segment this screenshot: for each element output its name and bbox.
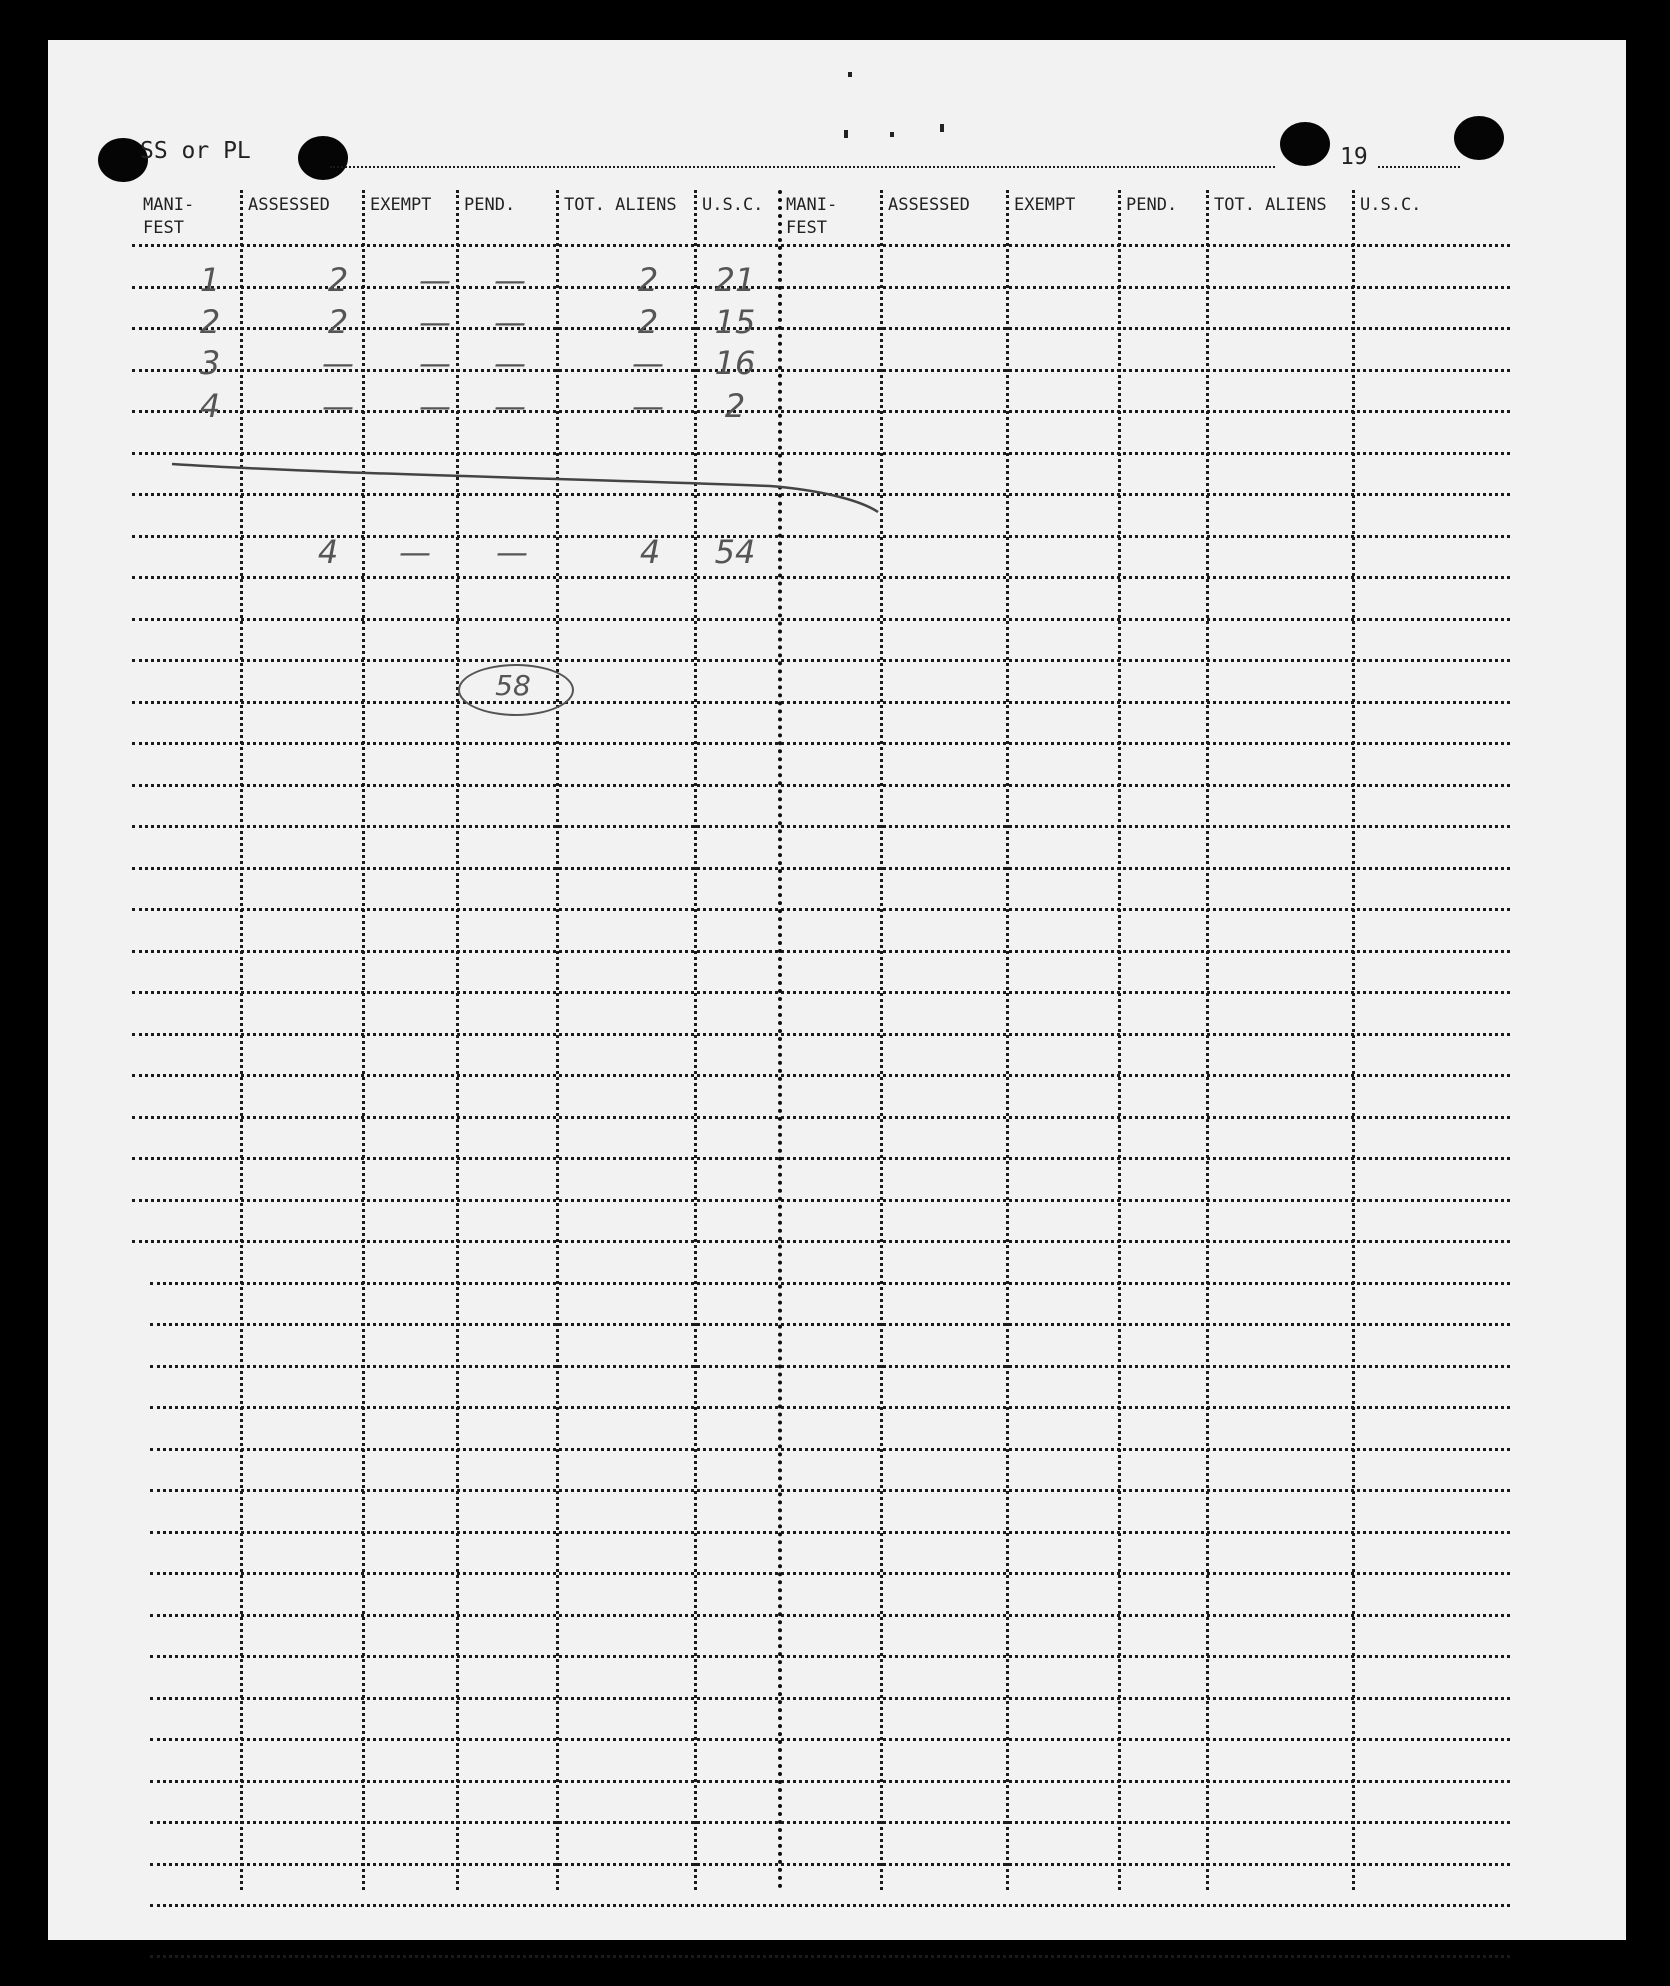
entry-tot_aliens: 2 (637, 303, 659, 341)
total-pend: — (496, 533, 528, 571)
column-header-left-5: U.S.C. (702, 195, 764, 215)
ink-speck (848, 72, 852, 77)
row-rule (132, 825, 1510, 828)
row-rule (132, 1074, 1510, 1077)
row-rule (150, 1904, 1510, 1907)
column-header-right-4: TOT. ALIENS (1214, 195, 1327, 215)
row-rule (150, 1448, 1510, 1451)
entry-exempt: — (419, 261, 451, 299)
entry-pend: — (494, 387, 526, 425)
total-exempt: — (399, 533, 431, 571)
ink-speck (844, 130, 848, 138)
entry-assessed: 2 (327, 261, 349, 299)
entry-manifest: 1 (199, 261, 221, 299)
column-header-left-2: EXEMPT (370, 195, 432, 215)
row-rule (150, 1614, 1510, 1617)
row-rule (150, 1955, 1510, 1958)
row-rule (150, 1365, 1510, 1368)
row-rule (132, 618, 1510, 621)
entry-tot_aliens: — (632, 387, 664, 425)
row-rule (132, 244, 1510, 247)
row-rule (150, 1697, 1510, 1700)
row-rule (132, 950, 1510, 953)
total-usc: 54 (714, 533, 756, 571)
column-header-left-3: PEND. (464, 195, 516, 215)
column-rule (1006, 190, 1009, 1890)
row-rule (150, 1780, 1510, 1783)
column-header-right-2: EXEMPT (1014, 195, 1076, 215)
row-rule (132, 701, 1510, 704)
entry-usc: 15 (714, 303, 756, 341)
entry-tot_aliens: — (632, 344, 664, 382)
entry-assessed: — (322, 387, 354, 425)
entry-pend: — (494, 344, 526, 382)
row-rule (132, 867, 1510, 870)
entry-pend: — (494, 261, 526, 299)
column-header-right-1: ASSESSED (888, 195, 970, 215)
punch-hole (1454, 116, 1504, 160)
entry-exempt: — (419, 303, 451, 341)
column-rule (1118, 190, 1121, 1890)
column-header-left-1: ASSESSED (248, 195, 330, 215)
column-rule (362, 190, 365, 1890)
column-header-right-5: U.S.C. (1360, 195, 1422, 215)
row-rule (150, 1531, 1510, 1534)
entry-assessed: 2 (327, 303, 349, 341)
row-rule (132, 659, 1510, 662)
entry-usc: 21 (714, 261, 756, 299)
entry-manifest: 4 (199, 387, 221, 425)
row-rule (150, 1863, 1510, 1866)
row-rule (132, 991, 1510, 994)
row-rule (132, 1116, 1510, 1119)
entry-usc: 2 (724, 387, 746, 425)
row-rule (150, 1655, 1510, 1658)
row-rule (132, 1240, 1510, 1243)
row-rule (150, 1282, 1510, 1285)
punch-hole (298, 136, 348, 180)
column-header-right-3: PEND. (1126, 195, 1178, 215)
row-rule (132, 742, 1510, 745)
entry-exempt: — (419, 344, 451, 382)
column-rule (240, 190, 243, 1890)
row-rule (150, 1323, 1510, 1326)
ss-label: SS or PL (140, 138, 251, 164)
punch-hole (1280, 122, 1330, 166)
entry-exempt: — (419, 387, 451, 425)
column-rule (778, 190, 782, 1890)
column-rule (694, 190, 697, 1890)
grand-total: 58 (495, 669, 531, 702)
row-rule (132, 576, 1510, 579)
column-header-left-4: TOT. ALIENS (564, 195, 677, 215)
row-rule (150, 1489, 1510, 1492)
column-header-right-0: MANI- FEST (786, 195, 838, 238)
row-rule (150, 1572, 1510, 1575)
entry-assessed: — (322, 344, 354, 382)
column-rule (1352, 190, 1355, 1890)
ink-speck (890, 132, 894, 137)
row-rule (132, 1199, 1510, 1202)
row-rule (132, 493, 1510, 496)
entry-tot_aliens: 2 (637, 261, 659, 299)
ss-fill-line (330, 166, 1275, 168)
row-rule (132, 1157, 1510, 1160)
row-rule (150, 1738, 1510, 1741)
year-label: 19 (1340, 144, 1368, 170)
entry-usc: 16 (714, 344, 756, 382)
total-assessed: 4 (317, 533, 339, 571)
row-rule (132, 784, 1510, 787)
column-header-left-0: MANI- FEST (143, 195, 195, 238)
ink-speck (940, 124, 944, 132)
entry-manifest: 2 (199, 303, 221, 341)
column-rule (880, 190, 883, 1890)
year-fill-line (1378, 166, 1460, 168)
row-rule (132, 452, 1510, 455)
row-rule (150, 1406, 1510, 1409)
row-rule (132, 908, 1510, 911)
column-rule (556, 190, 559, 1890)
entry-manifest: 3 (199, 344, 221, 382)
total-tot_aliens: 4 (639, 533, 661, 571)
row-rule (150, 1821, 1510, 1824)
entry-pend: — (494, 303, 526, 341)
column-rule (456, 190, 459, 1890)
column-rule (1206, 190, 1209, 1890)
row-rule (132, 1033, 1510, 1036)
